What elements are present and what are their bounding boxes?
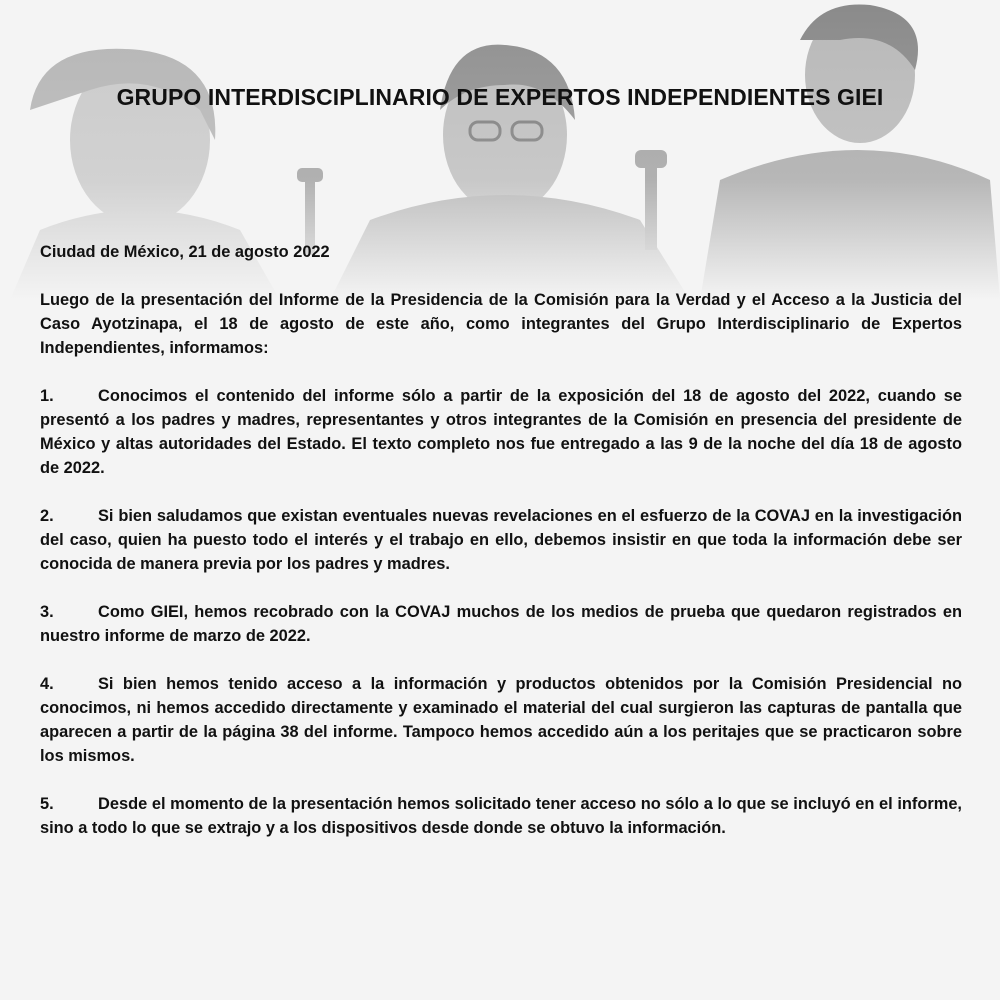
point-text: Conocimos el contenido del informe sólo a partir de la exposición del 18 de agosto del 2022, cuando se presentó a los padres y madres, representantes y otros integrantes de la Comisión en presencia del presidente de México y altas autoridades del Estado. El texto completo nos fue entregado a las 9 de la noche del día 18 de agosto de 2022. — [40, 387, 962, 477]
numbered-point — [40, 384, 962, 480]
page-title: GRUPO INTERDISCIPLINARIO DE EXPERTOS INDEPENDIENTES GIEI — [116, 84, 884, 110]
point-number: 5. — [40, 795, 54, 813]
point-number: 3. — [40, 603, 54, 621]
numbered-point — [40, 792, 962, 840]
point-text: Como GIEI, hemos recobrado con la COVAJ muchos de los medios de prueba que quedaron registrados en nuestro informe de marzo de 2022. — [40, 603, 962, 645]
point-number: 4. — [40, 675, 54, 693]
statement-body — [40, 240, 962, 864]
point-number: 2. — [40, 507, 54, 525]
point-number: 1. — [40, 387, 54, 405]
numbered-point — [40, 504, 962, 576]
dateline: Ciudad de México, 21 de agosto 2022 — [40, 243, 330, 261]
numbered-point — [40, 600, 962, 648]
intro-paragraph: Luego de la presentación del Informe de la Presidencia de la Comisión para la Verdad y el Acceso a la Justicia del Caso Ayotzinapa, el 18 de agosto de este año, como integrantes del Grupo Interdisciplinario de Expertos Independientes, informamos: — [40, 291, 962, 357]
numbered-point — [40, 672, 962, 768]
point-text: Desde el momento de la presentación hemos solicitado tener acceso no sólo a lo que se incluyó en el informe, sino a todo lo que se extrajo y a los dispositivos desde donde se obtuvo la información. — [40, 795, 962, 837]
point-text: Si bien hemos tenido acceso a la información y productos obtenidos por la Comisión Presidencial no conocimos, ni hemos accedido directamente y examinado el material del cual surgieron las capturas de pantalla que aparecen a partir de la página 38 del informe. Tampoco hemos accedido aún a los peritajes que se practicaron sobre los mismos. — [40, 675, 962, 765]
point-text: Si bien saludamos que existan eventuales nuevas revelaciones en el esfuerzo de la COVAJ en la investigación del caso, quien ha puesto todo el interés y el trabajo en ello, debemos insistir en que toda la información debe ser conocida de manera previa por los padres y madres. — [40, 507, 962, 573]
